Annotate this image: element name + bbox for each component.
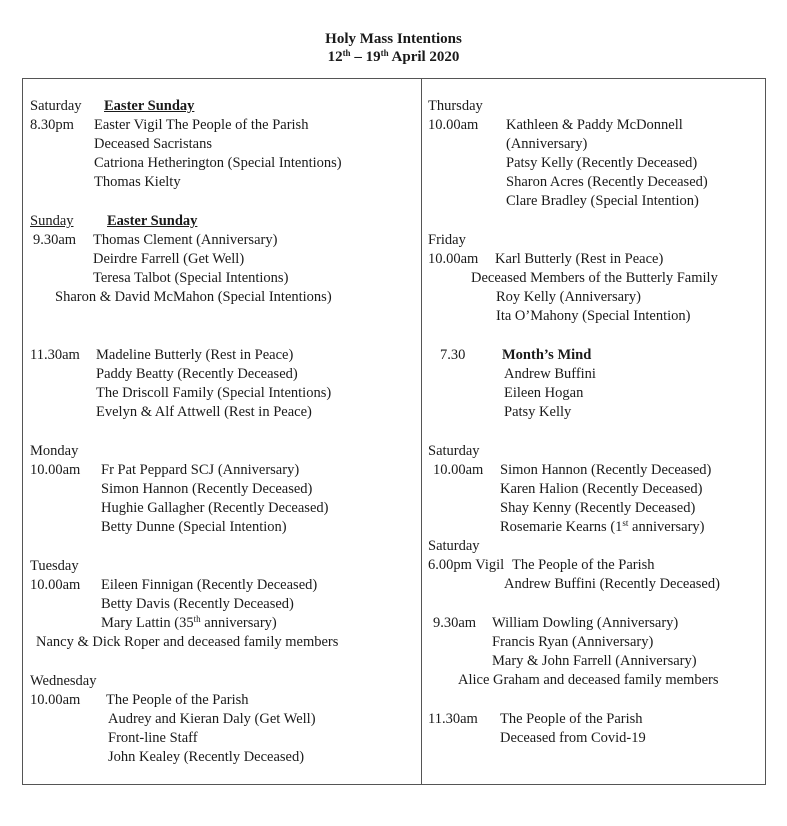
saturday-vigil-label: Saturday [428,538,480,554]
months-mind-title: Month’s Mind [502,347,592,363]
tuesday-time: 10.00am [30,577,81,593]
intention-line: Karen Halion (Recently Deceased) [500,481,703,497]
intention-line: Hughie Gallagher (Recently Deceased) [101,500,329,516]
intention-line: Clare Bradley (Special Intention) [506,193,699,209]
sunday-time: 9.30am [33,232,77,248]
intention-line: The People of the Parish [500,711,643,727]
intention-line: Eileen Finnigan (Recently Deceased) [101,577,318,593]
sunday-title: Easter Sunday [107,213,198,229]
intention-line: Sharon Acres (Recently Deceased) [506,174,708,190]
intention-line: Andrew Buffini [504,366,596,382]
intention-line: Audrey and Kieran Daly (Get Well) [108,711,316,727]
sunday-late-time: 11.30am [428,711,478,727]
intention-line: Shay Kenny (Recently Deceased) [500,500,696,516]
intention-line: Betty Davis (Recently Deceased) [101,596,294,612]
sunday-label: Sunday [30,213,74,229]
saturday-vigil-time: 6.00pm Vigil [428,557,505,573]
intention-line: Catriona Hetherington (Special Intentions) [94,155,342,171]
intention-line: William Dowling (Anniversary) [492,615,679,631]
tuesday-label: Tuesday [30,558,79,574]
date-end-suffix: th [380,48,389,58]
monday-time: 10.00am [30,462,81,478]
intention-text: Rosemarie Kearns (1 [500,519,623,535]
intention-line: Fr Pat Peppard SCJ (Anniversary) [101,462,300,478]
intention-line: The People of the Parish [106,692,249,708]
page-title: Holy Mass Intentions [325,31,462,47]
intention-line: Patsy Kelly (Recently Deceased) [506,155,698,171]
intention-line: Sharon & David McMahon (Special Intentions) [55,289,332,305]
intention-line: Nancy & Dick Roper and deceased family members [36,634,339,650]
sunday-late-time: 11.30am [30,347,80,363]
saturday-label: Saturday [30,98,82,114]
intention-line: Eileen Hogan [504,385,584,401]
months-mind-time: 7.30 [440,347,466,363]
intention-line: Deirdre Farrell (Get Well) [93,251,245,267]
intention-text: anniversary) [200,615,277,631]
sunday-time: 9.30am [433,615,477,631]
column-divider [421,78,422,785]
ordinal-suffix: th [193,614,201,624]
intention-line: Betty Dunne (Special Intention) [101,519,287,535]
thursday-label: Thursday [428,98,483,114]
intention-line: Patsy Kelly [504,404,572,420]
intention-line: Thomas Kielty [94,174,181,190]
intention-line: Francis Ryan (Anniversary) [492,634,654,650]
intention-line: Deceased Sacristans [94,136,212,152]
intention-line: Kathleen & Paddy McDonnell [506,117,683,133]
wednesday-label: Wednesday [30,673,97,689]
intention-line: Madeline Butterly (Rest in Peace) [96,347,294,363]
date-end: 19 [365,49,381,65]
intention-line: (Anniversary) [506,136,588,152]
intention-line: The People of the Parish [512,557,655,573]
date-month-year: April 2020 [388,49,460,65]
wednesday-time: 10.00am [30,692,81,708]
friday-label: Friday [428,232,466,248]
intention-text: Mary Lattin (35 [101,615,194,631]
intention-line [500,518,705,536]
intention-line: Simon Hannon (Recently Deceased) [101,481,313,497]
saturday-time: 10.00am [433,462,484,478]
intention-line: Thomas Clement (Anniversary) [93,232,278,248]
ordinal-suffix: st [622,518,629,528]
intention-text: anniversary) [628,519,705,535]
intention-line: Roy Kelly (Anniversary) [496,289,641,305]
intention-line: Mary & John Farrell (Anniversary) [492,653,697,669]
intention-line: Front-line Staff [108,730,198,746]
friday-time: 10.00am [428,251,479,267]
intention-line: Deceased Members of the Butterly Family [471,270,718,286]
saturday-time: 8.30pm [30,117,74,133]
date-separator: – [350,49,366,65]
monday-label: Monday [30,443,79,459]
date-range [0,48,787,66]
intention-line: Andrew Buffini (Recently Deceased) [504,576,720,592]
intention-line: Paddy Beatty (Recently Deceased) [96,366,298,382]
intention-line: Karl Butterly (Rest in Peace) [495,251,664,267]
intention-line: John Kealey (Recently Deceased) [108,749,305,765]
thursday-time: 10.00am [428,117,479,133]
intention-line: Ita O’Mahony (Special Intention) [496,308,691,324]
date-start-suffix: th [342,48,351,58]
saturday-label: Saturday [428,443,480,459]
intention-line: Alice Graham and deceased family members [458,672,719,688]
intention-line: Easter Vigil The People of the Parish [94,117,309,133]
intention-line: Evelyn & Alf Attwell (Rest in Peace) [96,404,312,420]
intention-line: Deceased from Covid-19 [500,730,646,746]
saturday-title: Easter Sunday [104,98,195,114]
intention-line: Teresa Talbot (Special Intentions) [93,270,289,286]
date-start: 12 [327,49,343,65]
intention-line: Simon Hannon (Recently Deceased) [500,462,712,478]
intention-line: The Driscoll Family (Special Intentions) [96,385,332,401]
intention-line [101,614,277,632]
